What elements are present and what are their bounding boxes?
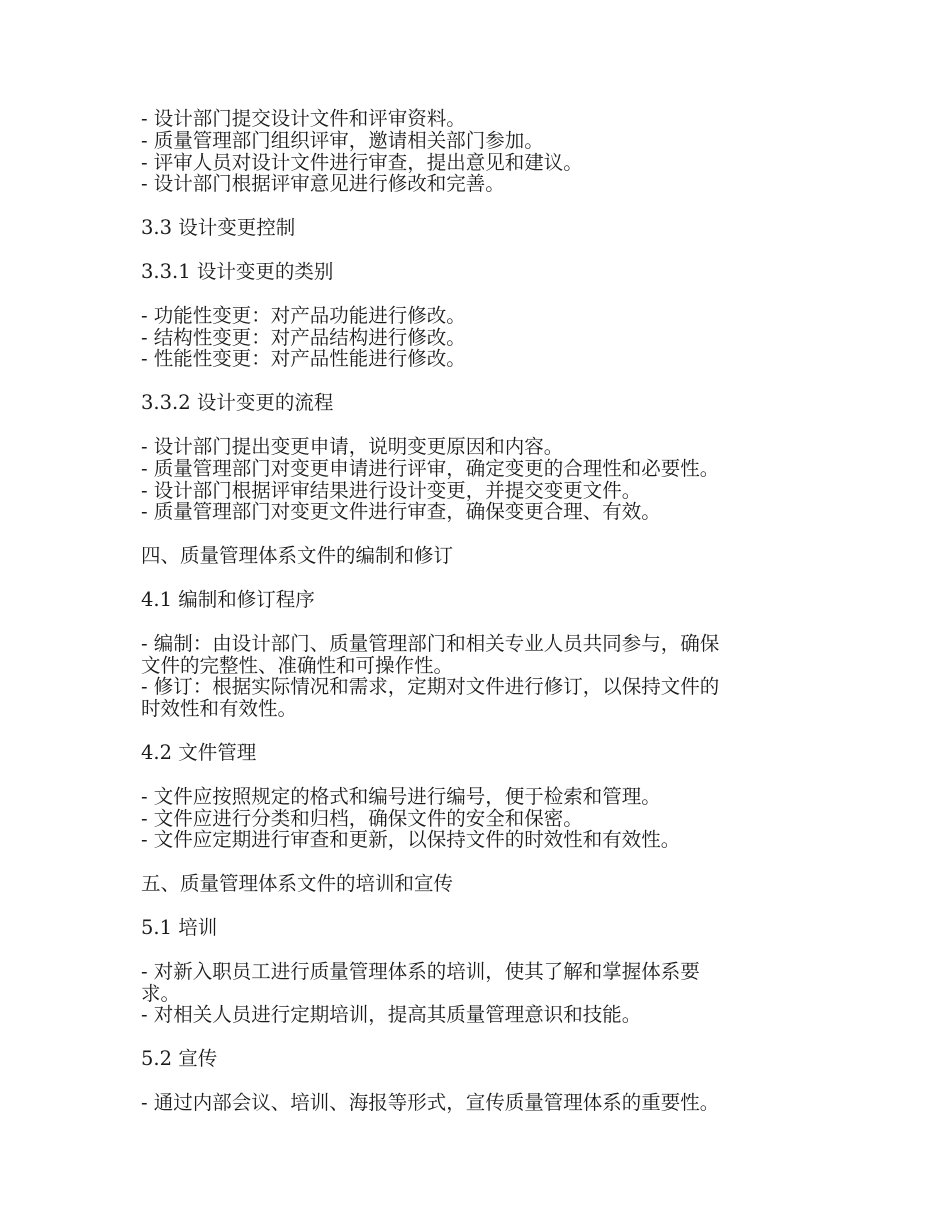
change-process-list xyxy=(141,436,811,523)
section-heading-5-1 xyxy=(141,917,811,939)
list-item: - 质量管理部门对变更申请进行评审，确定变更的合理性和必要性。 xyxy=(141,456,720,480)
list-item: - 修订：根据实际情况和需求，定期对文件进行修订，以保持文件的 xyxy=(141,675,720,699)
heading-text: 3.3.2 设计变更的流程 xyxy=(141,391,334,415)
heading-text: 5.1 培训 xyxy=(141,915,218,939)
list-item: - 设计部门提交设计文件和评审资料。 xyxy=(141,107,466,130)
section-heading-4-2 xyxy=(141,742,811,764)
section-heading-5-2 xyxy=(141,1048,811,1070)
list-item: - 文件应按照规定的格式和编号进行编号，便于检索和管理。 xyxy=(141,784,661,808)
list-item: - 质量管理部门对变更文件进行审查，确保变更合理、有效。 xyxy=(141,500,661,524)
list-item: - 通过内部会议、培训、海报等形式，宣传质量管理体系的重要性。 xyxy=(141,1090,720,1114)
heading-text: 5.2 宣传 xyxy=(141,1047,218,1071)
list-item: - 对新入职员工进行质量管理体系的培训，使其了解和掌握体系要 xyxy=(141,959,700,983)
section-heading-3-3-2 xyxy=(141,392,811,414)
heading-text: 3.3.1 设计变更的类别 xyxy=(141,259,334,283)
heading-text: 3.3 设计变更控制 xyxy=(141,216,296,240)
heading-text: 4.1 编制和修订程序 xyxy=(141,587,315,611)
list-item-continuation: 求。 xyxy=(141,981,181,1005)
list-item-continuation: 文件的完整性、准确性和可操作性。 xyxy=(141,653,454,677)
section-heading-3-3 xyxy=(141,217,811,239)
list-item: - 功能性变更：对产品功能进行修改。 xyxy=(141,303,466,327)
design-review-steps-list xyxy=(141,108,811,195)
document-management-list xyxy=(141,786,811,851)
change-categories-list xyxy=(141,305,811,370)
list-item: - 文件应进行分类和归档，确保文件的安全和保密。 xyxy=(141,806,583,830)
chapter-heading-4 xyxy=(141,545,811,567)
list-item: - 对相关人员进行定期培训，提高其质量管理意识和技能。 xyxy=(141,1003,642,1027)
list-item: - 文件应定期进行审查和更新，以保持文件的时效性和有效性。 xyxy=(141,828,681,852)
heading-text: 4.2 文件管理 xyxy=(141,740,257,764)
heading-text: 四、质量管理体系文件的编制和修订 xyxy=(141,544,454,568)
list-item: - 设计部门根据评审结果进行设计变更，并提交变更文件。 xyxy=(141,478,642,502)
drafting-revision-list xyxy=(141,633,811,720)
list-item: - 性能性变更：对产品性能进行修改。 xyxy=(141,347,466,371)
document-page xyxy=(141,108,811,1114)
heading-text: 五、质量管理体系文件的培训和宣传 xyxy=(141,872,454,896)
list-item: - 结构性变更：对产品结构进行修改。 xyxy=(141,325,466,349)
list-item: - 设计部门提出变更申请，说明变更原因和内容。 xyxy=(141,434,564,458)
section-heading-3-3-1 xyxy=(141,261,811,283)
list-item: - 评审人员对设计文件进行审查，提出意见和建议。 xyxy=(141,150,583,174)
list-item: - 质量管理部门组织评审，邀请相关部门参加。 xyxy=(141,128,544,152)
list-item: - 设计部门根据评审意见进行修改和完善。 xyxy=(141,172,505,196)
section-heading-4-1 xyxy=(141,589,811,611)
chapter-heading-5 xyxy=(141,873,811,895)
list-item: - 编制：由设计部门、质量管理部门和相关专业人员共同参与，确保 xyxy=(141,631,720,655)
list-item-continuation: 时效性和有效性。 xyxy=(141,697,298,721)
training-list xyxy=(141,961,811,1026)
publicity-list xyxy=(141,1092,811,1114)
